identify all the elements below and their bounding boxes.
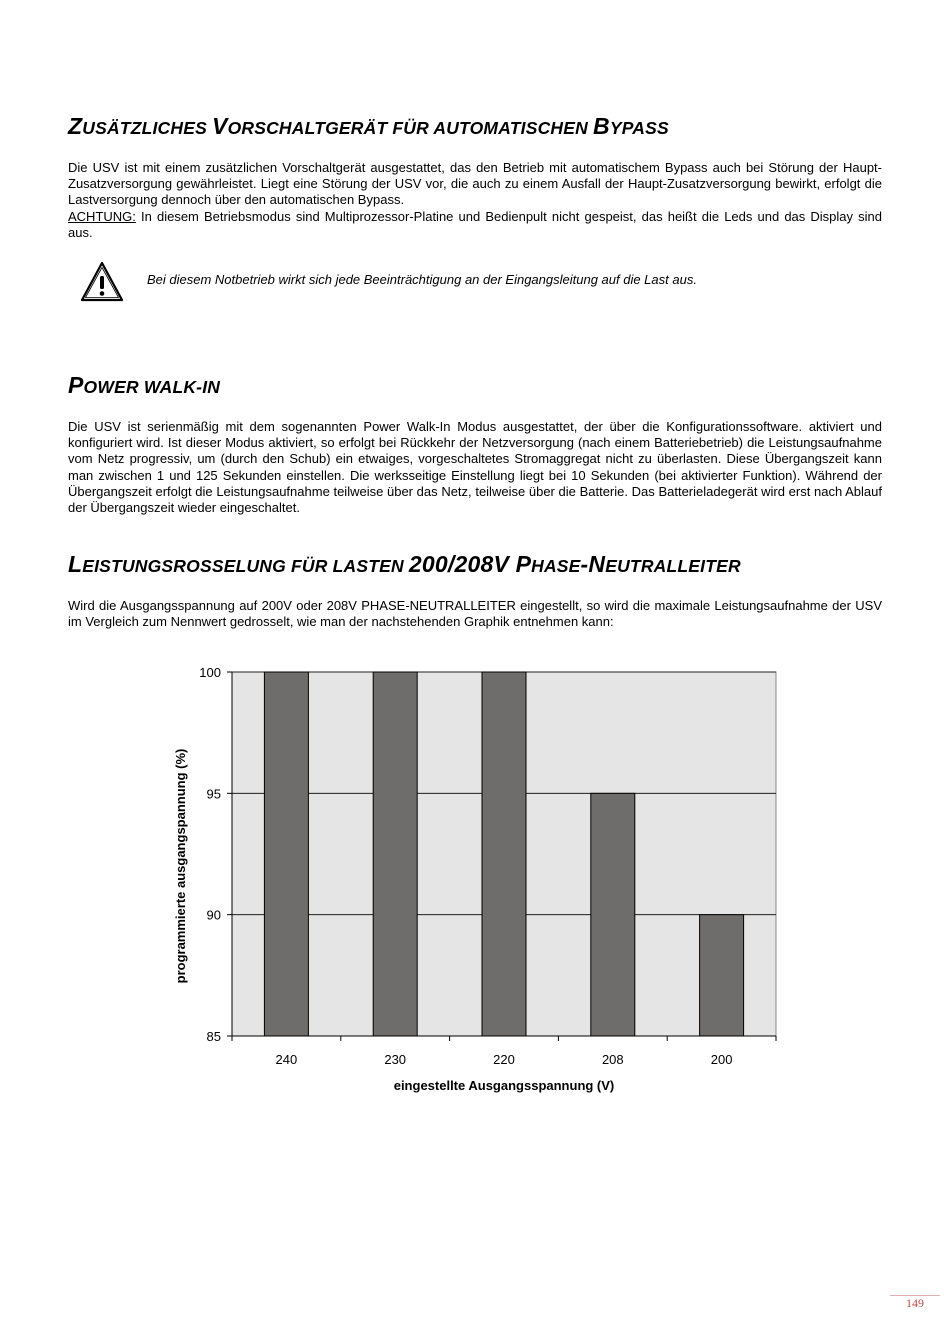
heading-part: USÄTZLICHES	[82, 118, 213, 138]
warning-triangle-icon	[80, 260, 124, 304]
y-tick-label: 95	[206, 786, 221, 802]
section-heading-bypass	[68, 113, 669, 140]
heading-part: B	[593, 113, 610, 139]
heading-part: V	[212, 113, 228, 139]
bar-220	[482, 672, 526, 1036]
attention-label: ACHTUNG:	[68, 208, 136, 224]
heading-part: YPASS	[609, 118, 669, 138]
section-heading-power-throttling	[68, 551, 741, 578]
bar-230	[373, 672, 417, 1036]
bypass-text: Die USV ist mit einem zusätzlichen Vorschaltgerät ausgestattet, das den Betrieb mit automatischem Bypass auch bei Störung der Haupt-Zusatzversorgung gewährleistet. Liegt eine Störung der USV vor, die auch zu einem Ausfall der Haupt-Zusatzversorgung bewirkt, erfolgt die Lastversorgung dennoch über den automatischen Bypass.	[68, 160, 882, 208]
heading-part: P	[68, 372, 84, 398]
x-tick-label: 208	[601, 1052, 624, 1067]
bar-200	[700, 915, 744, 1036]
x-tick-label: 220	[493, 1052, 515, 1067]
page-number: 149	[906, 1296, 924, 1310]
x-tick-label: 230	[384, 1052, 407, 1067]
heading-part: 200/208V P	[408, 551, 532, 577]
x-tick-label: 240	[275, 1052, 298, 1067]
x-tick-label: 200	[710, 1052, 733, 1067]
heading-part: -N	[580, 551, 606, 577]
heading-part: EUTRALLEITER	[605, 556, 741, 576]
attention-text: In diesem Betriebsmodus sind Multiprozessor-Platine und Bedienpult nicht gespeist, das heißt die Leds und das Display sind aus.	[68, 208, 882, 240]
y-tick-label: 85	[206, 1029, 221, 1044]
heading-part: OWER WALK-IN	[83, 377, 221, 397]
throttling-paragraph: Wird die Ausgangsspannung auf 200V oder 208V PHASE-NEUTRALLEITER eingestellt, so wird die maximale Leistungsaufnahme der USV im Vergleich zum Nennwert gedrosselt, wie man der nachstehenden Graphik entnehmen kann:	[68, 598, 882, 630]
bar-chart	[160, 655, 800, 1105]
warning-text: Bei diesem Notbetrieb wirkt sich jede Beeinträchtigung an der Eingangsleitung auf die Last aus.	[147, 272, 697, 287]
y-tick-label: 100	[199, 665, 221, 680]
power-walk-in-paragraph: Die USV ist serienmäßig mit dem sogenannten Power Walk-In Modus ausgestattet, der über die Konfigurationssoftware. aktiviert und konfiguriert wird. Ist dieser Modus aktiviert, so erfolgt bei Rückkehr der Netzversorgung (nach einem Batteriebetrieb) die Leistungsaufnahme vom Netz progressiv, um (durch den Schub) ein etwaiges, vorgeschaltetes Stromaggregat nicht zu überlasten. Diese Übergangszeit kann man zwischen 1 und 125 Sekunden einstellen. Die werksseitige Einstellung liegt bei 10 Sekunden (bei aktivierter Funktion). Während der Übergangszeit erfolgt die Leistungsaufnahme teilweise über das Netz, teilweise über die Batterie. Das Batterieladegerät wird erst nach Ablauf der Übergangszeit wieder eingeschaltet.	[68, 419, 882, 516]
heading-part: HASE	[531, 556, 581, 576]
y-tick-label: 90	[206, 907, 221, 923]
heading-part: L	[68, 551, 83, 577]
heading-part: EISTUNGSROSSELUNG FÜR LASTEN	[82, 556, 409, 576]
bar-240	[264, 672, 308, 1036]
bar-208	[591, 793, 635, 1036]
bypass-paragraph	[68, 160, 882, 241]
y-axis-label: programmierte ausgangspannung (%)	[173, 748, 188, 984]
section-heading-power-walk-in	[68, 372, 220, 399]
heading-part: ORSCHALTGERÄT FÜR AUTOMATISCHEN	[227, 118, 594, 138]
heading-part: Z	[68, 113, 83, 139]
x-axis-label: eingestellte Ausgangsspannung (V)	[393, 1078, 615, 1093]
